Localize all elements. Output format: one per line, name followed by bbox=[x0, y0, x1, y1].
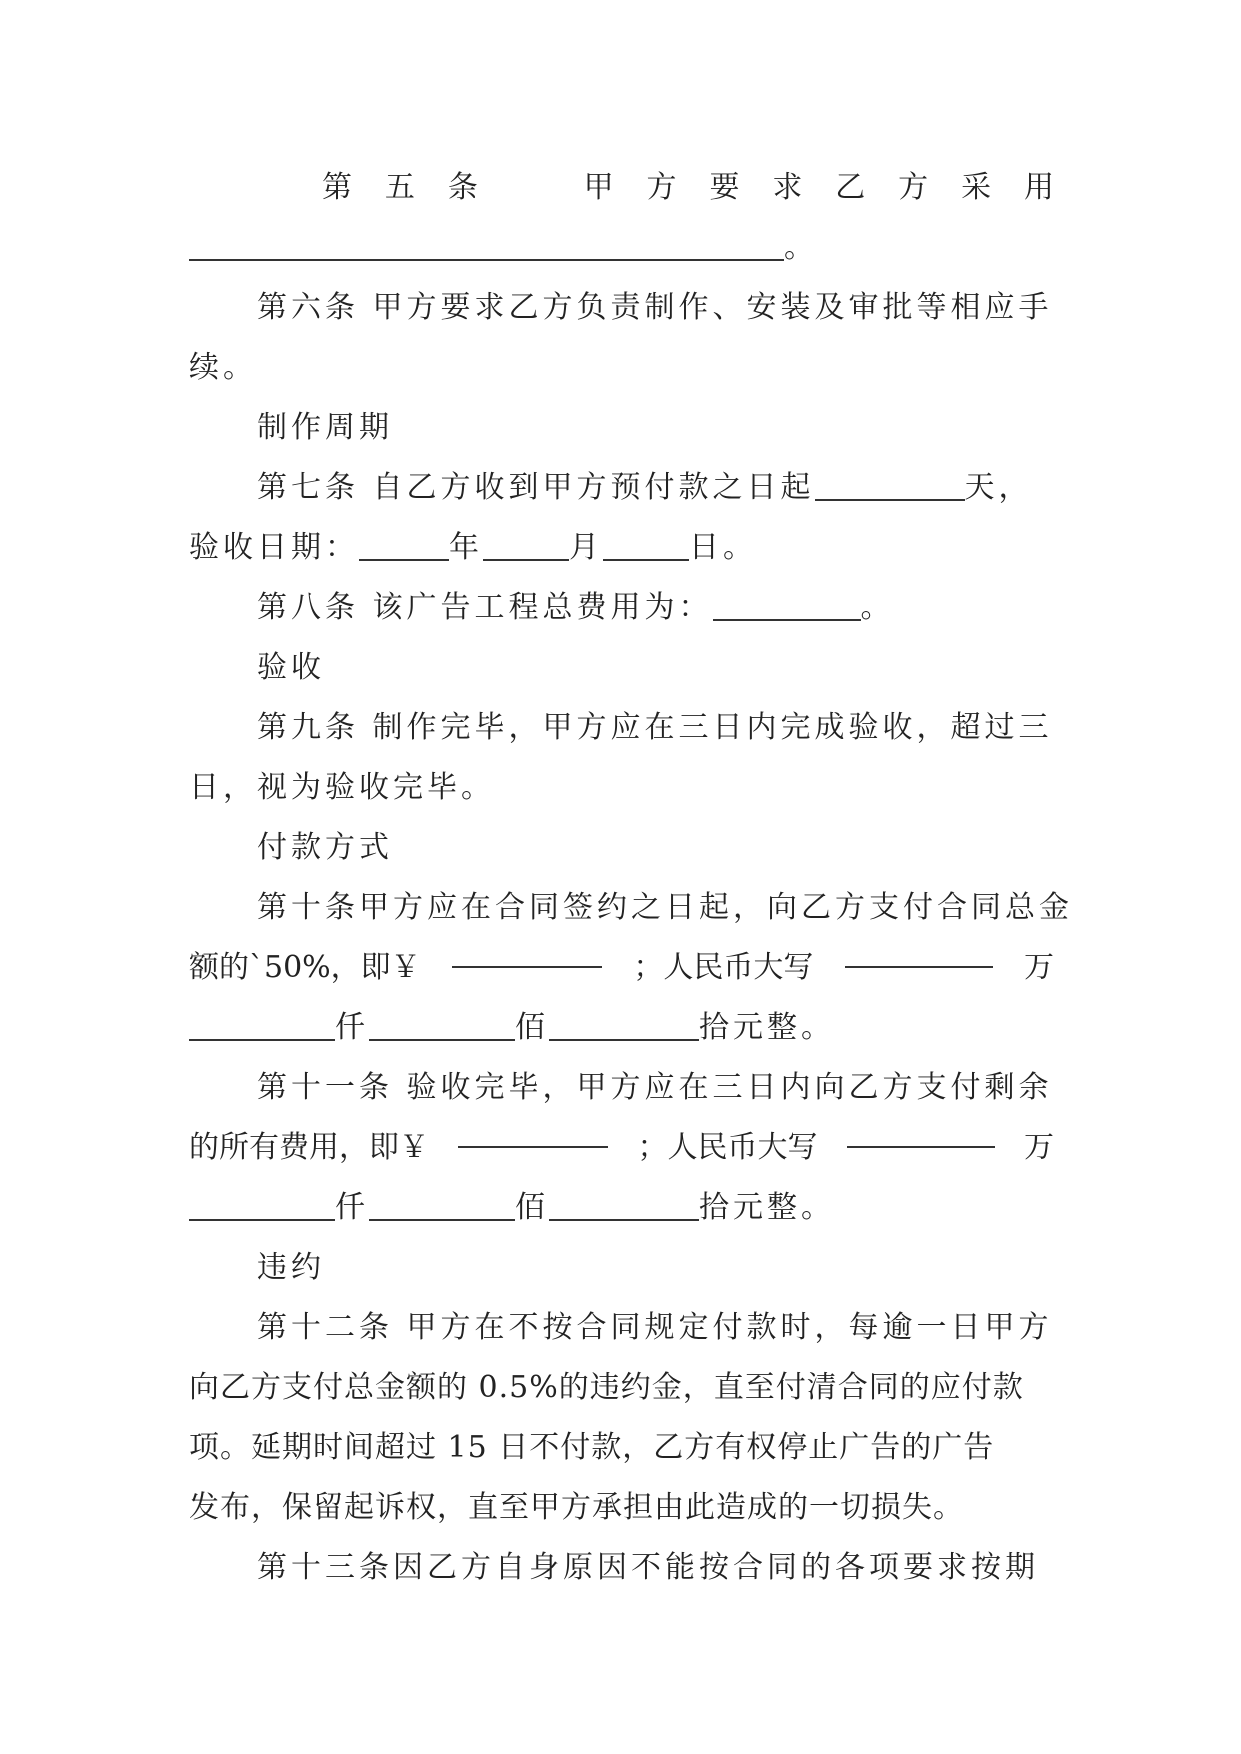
article-9-cont-line: 日，视为验收完毕。 bbox=[189, 770, 495, 805]
days-blank[interactable] bbox=[815, 471, 965, 501]
text: 万 bbox=[1024, 1130, 1054, 1165]
text: 额的`50%，即￥ bbox=[189, 950, 421, 985]
bai-blank[interactable] bbox=[369, 1191, 515, 1221]
article-10-amount-line bbox=[189, 938, 1054, 998]
article-13-line: 第十三条因乙方自身原因不能按合同的各项要求按期 bbox=[257, 1550, 1039, 1585]
bai-blank[interactable] bbox=[369, 1011, 515, 1041]
text: 的所有费用，即￥ bbox=[189, 1130, 429, 1165]
article-12-cont-line-3: 发布，保留起诉权，直至甲方承担由此造成的一切损失。 bbox=[189, 1490, 964, 1525]
char: 要 bbox=[709, 170, 740, 205]
text: 仟 bbox=[335, 1190, 369, 1225]
text: 年 bbox=[449, 530, 483, 565]
char: 乙 bbox=[835, 170, 866, 205]
text: 佰 bbox=[515, 1010, 549, 1045]
article-5-line bbox=[189, 158, 1054, 218]
section-heading-breach: 违约 bbox=[257, 1250, 325, 1285]
article-12-cont-line-1: 向乙方支付总金额的 0.5%的违约金，直至付清合同的应付款 bbox=[189, 1370, 1024, 1405]
total-cost-blank[interactable] bbox=[713, 591, 861, 621]
month-blank[interactable] bbox=[483, 531, 569, 561]
article-6-cont-line: 续。 bbox=[189, 350, 257, 385]
document-page bbox=[189, 158, 1073, 1598]
char: 甲 bbox=[583, 170, 614, 205]
wan-blank[interactable] bbox=[845, 938, 993, 968]
article-12-cont-line-2: 项。延期时间超过 15 日不付款，乙方有权停止广告的广告 bbox=[189, 1430, 995, 1465]
text: 拾元整。 bbox=[699, 1010, 835, 1045]
wan-blank[interactable] bbox=[847, 1118, 995, 1148]
year-blank[interactable] bbox=[359, 531, 449, 561]
text: 佰 bbox=[515, 1190, 549, 1225]
text: 万 bbox=[1024, 950, 1054, 985]
char: 五 bbox=[384, 170, 415, 205]
blank-field[interactable] bbox=[189, 231, 784, 261]
line-end: 。 bbox=[784, 230, 818, 265]
section-heading-production: 制作周期 bbox=[257, 410, 393, 445]
article-8-line bbox=[189, 578, 1054, 638]
text: 日。 bbox=[689, 530, 757, 565]
text: 第八条 该广告工程总费用为： bbox=[257, 590, 713, 625]
text: ；人民币大写 bbox=[637, 1130, 818, 1165]
text: 月 bbox=[569, 530, 603, 565]
amount-blank[interactable] bbox=[452, 938, 602, 968]
text: 天， bbox=[964, 470, 1033, 505]
text: 验收日期： bbox=[189, 530, 359, 565]
article-7-line bbox=[189, 458, 1054, 518]
day-blank[interactable] bbox=[603, 531, 689, 561]
article-6-line: 第六条 甲方要求乙方负责制作、安装及审批等相应手 bbox=[257, 290, 1053, 325]
char: 第 bbox=[322, 170, 352, 205]
spacer bbox=[511, 158, 551, 218]
article-5-blank-line bbox=[189, 218, 1054, 278]
char: 采 bbox=[961, 170, 992, 205]
text: ；人民币大写 bbox=[633, 950, 814, 985]
text: 仟 bbox=[335, 1010, 369, 1045]
text: 拾元整。 bbox=[699, 1190, 835, 1225]
article-11-amount-line bbox=[189, 1118, 1054, 1178]
amount-blank[interactable] bbox=[458, 1118, 608, 1148]
acceptance-date-line bbox=[189, 518, 1054, 578]
article-12-line: 第十二条 甲方在不按合同规定付款时，每逾一日甲方 bbox=[257, 1310, 1053, 1345]
article-9-line: 第九条 制作完毕，甲方应在三日内完成验收，超过三 bbox=[257, 710, 1053, 745]
article-11-line: 第十一条 验收完毕，甲方应在三日内向乙方支付剩余 bbox=[257, 1070, 1053, 1105]
shi-blank[interactable] bbox=[549, 1191, 699, 1221]
char: 求 bbox=[772, 170, 803, 205]
char: 用 bbox=[1023, 170, 1054, 205]
shi-blank[interactable] bbox=[549, 1011, 699, 1041]
article-10-line: 第十条甲方应在合同签约之日起，向乙方支付合同总金 bbox=[257, 890, 1073, 925]
qian-blank[interactable] bbox=[189, 1011, 335, 1041]
char: 条 bbox=[447, 170, 478, 205]
article-10-words-line bbox=[189, 998, 1054, 1058]
qian-blank[interactable] bbox=[189, 1191, 335, 1221]
section-heading-payment: 付款方式 bbox=[257, 830, 393, 865]
article-11-words-line bbox=[189, 1178, 1054, 1238]
text: 。 bbox=[860, 590, 895, 625]
char: 方 bbox=[898, 170, 929, 205]
char: 方 bbox=[646, 170, 677, 205]
section-heading-acceptance: 验收 bbox=[257, 650, 325, 685]
text: 第七条 自乙方收到甲方预付款之日起 bbox=[257, 470, 815, 505]
